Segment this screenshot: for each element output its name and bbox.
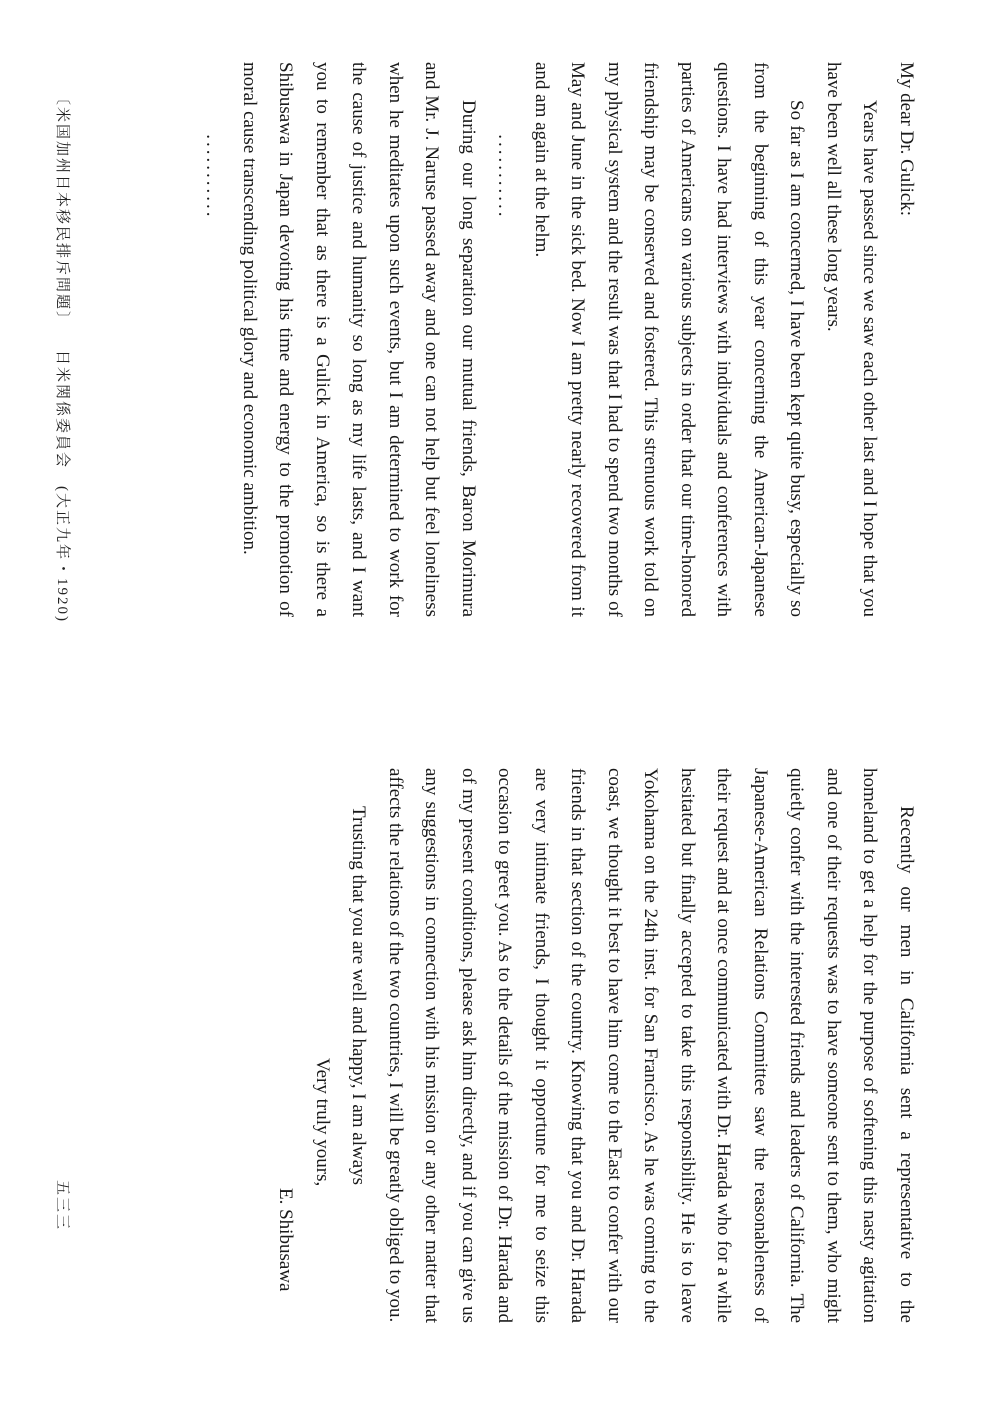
footer-publisher: 日米関係委員会 (大正九年・1920) [54,350,70,623]
closing: Very truly yours, [312,1058,333,1187]
paragraph-1: Years have passed since we saw each other last and I hope that you have been well all these long years. [823,62,881,617]
footer-source: 〔米国加州日本移民排斥問題〕 [54,90,70,329]
ellipsis-2: ........... [202,134,224,220]
paragraph-2: So far as I am concerned, I have been kept quite busy, especially so from the beginning of this year concerning the American-Japanese questions. I have had interviews with individuals and conferences with parties of Americans on various subjects in order that our time-honored friendship may be conserved and fostered. This strenuous work told on my physical system and the result was that I had to spend two months of May and June in the sick bed. Now I am pretty nearly recovered from it and am again at the helm. [531,62,808,617]
signature: E. Shibusawa [275,1188,297,1292]
letter-column-right [267,768,924,1323]
paragraph-4: Recently our men in California sent a representative to the homeland to get a help for the purpose of softening this nasty agitation and one of their requests was to have someone sent to them, who might quietly confer with the interested friends and leaders of California. The Japanese-American Relations Committee saw the reasonableness of their request and at once communicated with Dr. Harada who for a while hesitated but finally accepted to take this responsibility. He is to leave Yokohama on the 24th inst. for San Francisco. As he was coming to the coast, we thought it best to have him come to the East to confer with our friends in that section of the country. Knowing that you and Dr. Harada are very intimate friends, I thought it opportune for me to seize this occasion to greet you. As to the details of the mission of Dr. Harada and of my present conditions, please ask him directly, and if you can give us any suggestions in connection with his mission or any other matter that affects the relations of the two countries, I will be greatly obliged to you. [385,768,917,1323]
ellipsis-1: ........... [494,134,516,220]
paragraph-3: During our long separation our mutual friends, Baron Morimura and Mr. J. Naruse passed away and one can not help but feel loneliness when he meditates upon such events, but I am determined to work for the cause of justice and humanity so long as my life lasts, and I want you to remember that as there is a Gulick in America, so is there a Shibusawa in Japan devoting his time and energy to the promotion of moral cause transcending political glory and economic ambition. [239,62,479,617]
letter-column-left [194,62,924,617]
salutation: My dear Dr. Gulick: [896,62,917,217]
paragraph-5: Trusting that you are well and happy, I am always [348,806,370,1186]
page-number: 五三三 [54,1180,70,1232]
